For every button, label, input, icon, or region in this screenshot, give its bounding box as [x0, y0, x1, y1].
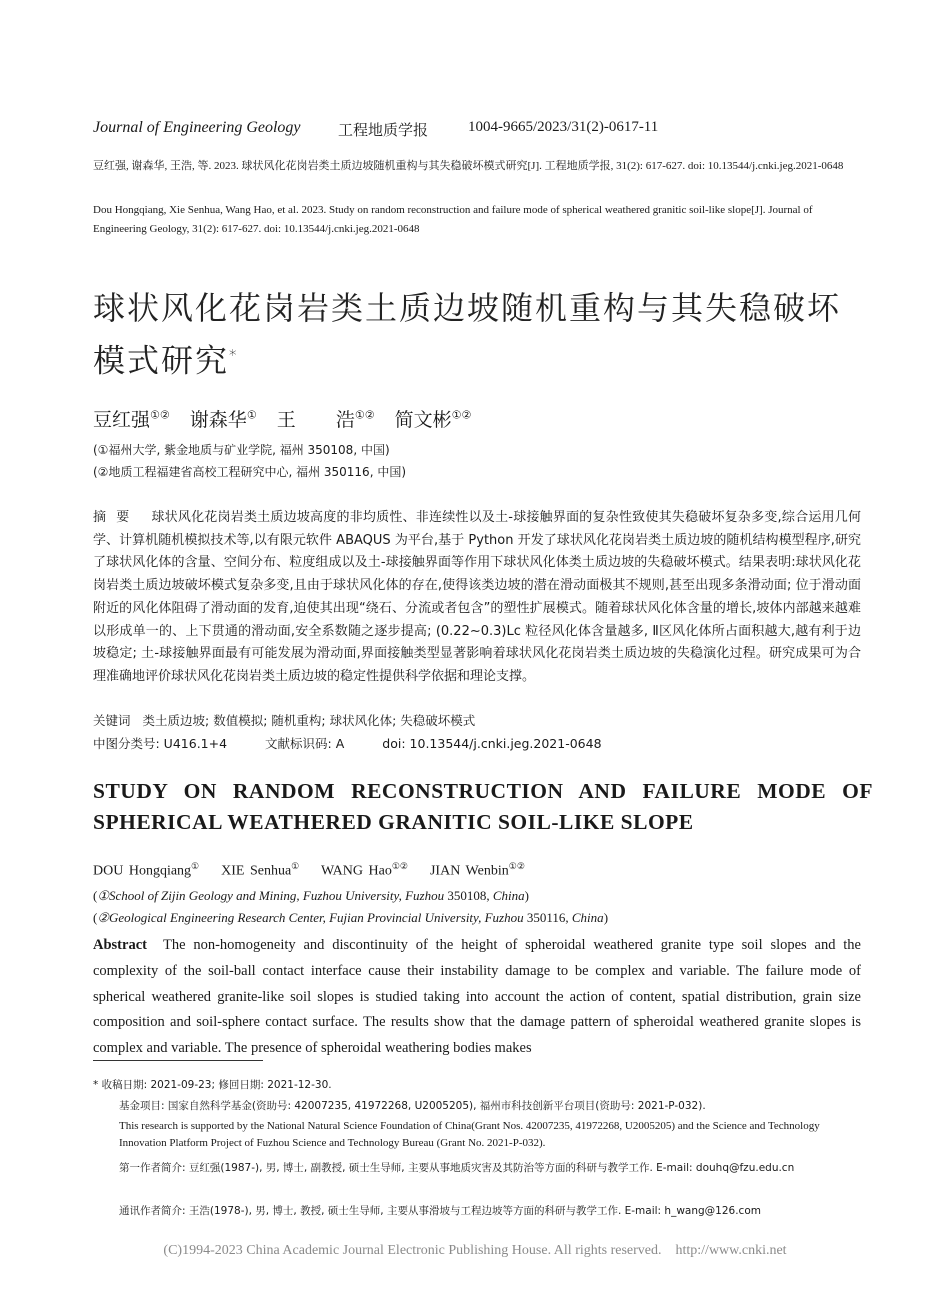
author-name: 简文彬 [394, 409, 452, 431]
footnote-divider [93, 1060, 263, 1061]
author-name-en: DOU Hongqiang [93, 863, 192, 879]
abstract-body-en: The non-homogeneity and discontinuity of the height of spheroidal weathered granite type soil slopes and the complexity of the soil-ball contact interface cause their instability damage to be complex and variable. The failure mode of spherical weathered granite-like soil slopes is studied taking into account the action of content, spatial distribution, grain size composition and soil-sphere contact surface. The results show that the damage pattern of spheroidal weathered granite slopes is complex and variable. The presence of spheroidal weathering bodies makes [93, 937, 861, 1057]
abstract-body: 球状风化花岗岩类土质边坡高度的非均质性、非连续性以及土-球接触界面的复杂性致使其失稳破坏复杂多变,综合运用几何学、计算机随机模拟技术等,以有限元软件 ABAQUS 为平台,基于 Python 开发了球状风化花岗岩类土质边坡的随机结构模型程序,研究了球状风化体的含量、空间分布、粒度组成以及土-球接触界面等作用下球状风化体类土质边坡的失稳破坏模式。结果表明:球状风化花岗岩类土质边坡破坏模式复杂多变,且由于球状风化体的存在,使得该类边坡的潜在滑动面极其不规则,甚至出现多条滑动面; 位于滑动面附近的风化体阻碍了滑动面的发育,迫使其出现“绕石、分流或者包含”的塑性扩展模式。随着球状风化体含量的增长,坡体内部越来越难以形成单一的、上下贯通的滑动面,安全系数随之逐步提高; (0.22~0.3)Lc 粒径风化体含量越多, Ⅱ区风化体所占面积越大,越有利于边坡稳定; 土-球接触界面最有可能发展为滑动面,界面接触类型显著影响着球状风化花岗岩类土质边坡的失稳演化过程。研究成果可为合理准确地评价球状风化花岗岩类土质边坡的稳定性提供科学依据和理论支撑。 [93, 510, 861, 684]
keywords-text: 类土质边坡; 数值模拟; 随机重构; 球状风化体; 失稳破坏模式 [142, 713, 476, 728]
title-text: 球状风化花岗岩类土质边坡随机重构与其失稳破坏模式研究 [93, 289, 842, 380]
footnote-fund-cn: 基金项目: 国家自然科学基金(资助号: 42007235, 41972268, U2005205), 福州市科技创新平台项目(资助号: 2021-P-032). [119, 1100, 706, 1112]
postal-code: 350116, [523, 910, 572, 925]
issn-volume: 1004-9665/2023/31(2)-0617-11 [468, 119, 659, 135]
affiliation-mark: ① [97, 888, 109, 903]
footnote-corresponding-author: 通讯作者简介: 王浩(1978-), 男, 博士, 教授, 硕士生导师, 主要从事滑坡与工程边坡等方面的科研与教学工作. E-mail: h_wang@126.com [119, 1205, 761, 1217]
abstract-label: 摘要 [93, 510, 140, 525]
affiliation-mark: ② [97, 910, 109, 925]
document-code: 文献标识码: A [265, 736, 345, 751]
country: China [492, 888, 525, 903]
paper-title-en: STUDY ON RANDOM RECONSTRUCTION AND FAILURE MODE OF SPHERICAL WEATHERED GRANITIC SOIL-LIKE SLOPE [93, 779, 873, 834]
author-affiliation-mark: ① [191, 861, 200, 871]
affiliation-org: Geological Engineering Research Center, Fujian Provincial University, Fuzhou [109, 910, 524, 925]
author-affiliation-mark: ①② [354, 408, 375, 422]
paren-close: ) [524, 888, 529, 903]
doi: doi: 10.13544/j.cnki.jeg.2021-0648 [382, 736, 602, 751]
postal-code: 350108, [444, 888, 493, 903]
affiliation-cn-2: (②地质工程福建省高校工程研究中心, 福州 350116, 中国) [93, 465, 407, 479]
keywords-label: 关键词 [93, 713, 131, 728]
affiliation-cn-1: (①福州大学, 紫金地质与矿业学院, 福州 350108, 中国) [93, 443, 390, 457]
footnote-first-author: 第一作者简介: 豆红强(1987-), 男, 博士, 副教授, 硕士生导师, 主要从事地质灾害及其防治等方面的科研与教学工作. E-mail: douhq@fzu.edu.cn [119, 1162, 795, 1174]
country: China [571, 910, 604, 925]
abstract-cn [93, 507, 861, 689]
author-affiliation-mark: ① [291, 861, 300, 871]
journal-name-en: Journal of Engineering Geology [93, 119, 301, 136]
abstract-label-en: Abstract [93, 937, 147, 953]
citation-en: Dou Hongqiang, Xie Senhua, Wang Hao, et al. 2023. Study on random reconstruction and failure mode of spherical weathered granitic soil-like slope[J]. Journal of Engineering Geology, 31(2): 617-627. doi: 10.13544/j.cnki.jeg.2021-0648 [93, 204, 813, 235]
footnote-received: * 收稿日期: 2021-09-23; 修回日期: 2021-12-30. [93, 1079, 332, 1091]
author-list-en [93, 861, 525, 880]
citation-cn: 豆红强, 谢森华, 王浩, 等. 2023. 球状风化花岗岩类土质边坡随机重构与其失稳破坏模式研究[J]. 工程地质学报, 31(2): 617-627. doi: 10.13544/j.cnki.jeg.2021-0648 [93, 160, 844, 172]
footnote-fund-en: This research is supported by the National Natural Science Foundation of China(Grant Nos. 42007235, 41972268, U2005205) and the Science and Technology Innovation Platform Project of Fuzhou Science and Technology Bureau (Grant No. 2021-P-032). [119, 1120, 820, 1149]
author-affiliation-mark: ①② [150, 408, 170, 422]
keywords-cn [93, 711, 475, 729]
journal-name-cn: 工程地质学报 [338, 121, 429, 139]
paren-close: ) [603, 910, 609, 925]
author-name-en: WANG Hao [321, 863, 392, 879]
author-list-cn [93, 405, 471, 432]
author-name: 豆红强 [93, 409, 151, 431]
affiliation-org: School of Zijin Geology and Mining, Fuzhou University, Fuzhou [109, 888, 445, 903]
abstract-en [93, 933, 861, 1062]
author-name-en: JIAN Wenbin [429, 863, 509, 879]
classification-line [93, 734, 640, 752]
clc-number: 中图分类号: U416.1+4 [93, 736, 228, 751]
author-affiliation-mark: ①② [451, 408, 472, 422]
author-affiliation-mark: ① [246, 408, 257, 422]
title-footnote-mark: * [229, 346, 239, 364]
author-name-en: XIE Senhua [221, 863, 292, 879]
author-name: 谢森华 [189, 409, 247, 431]
copyright-notice: (C)1994-2023 China Academic Journal Electronic Publishing House. All rights reserved. http://www.cnki.net [163, 1243, 787, 1258]
author-affiliation-mark: ①② [391, 861, 408, 871]
author-name: 王 浩 [276, 409, 355, 431]
paper-title-cn [93, 285, 863, 385]
author-affiliation-mark: ①② [508, 861, 525, 871]
paren-open: ( [93, 910, 98, 925]
affiliation-en-1 [93, 888, 529, 904]
paren-open: ( [93, 888, 98, 903]
affiliation-en-2 [93, 910, 608, 926]
